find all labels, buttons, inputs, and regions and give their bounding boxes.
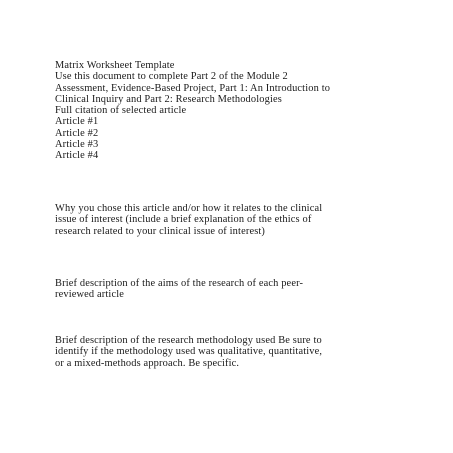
methodology-text-line: or a mixed-methods approach. Be specific. [55, 357, 240, 369]
methodology-text-line: identify if the methodology used was qualitative, quantitative, [55, 346, 323, 358]
article-4-label: Article #4 [55, 150, 99, 162]
article-3-label: Article #3 [55, 139, 99, 151]
research-aims-text-line: reviewed article [55, 289, 125, 301]
article-2-label: Article #2 [55, 127, 99, 139]
why-chosen-text-line: issue of interest (include a brief explanation of the ethics of [55, 214, 312, 226]
why-chosen-section [55, 203, 405, 237]
research-aims-text-line: Brief description of the aims of the research of each peer- [55, 278, 304, 289]
methodology-text-line: Brief description of the research methodology used Be sure to [55, 335, 322, 346]
why-chosen-text-line: research related to your clinical issue of interest) [55, 225, 266, 237]
instructions-line: Clinical Inquiry and Part 2: Research Methodologies [55, 93, 282, 105]
article-1-label: Article #1 [55, 116, 99, 128]
citation-heading: Full citation of selected article [55, 105, 187, 117]
worksheet-title: Matrix Worksheet Template [55, 60, 175, 71]
worksheet-header-section [55, 60, 405, 162]
instructions-line: Use this document to complete Part 2 of the Module 2 [55, 71, 288, 83]
instructions-line: Assessment, Evidence-Based Project, Part 1: An Introduction to [55, 82, 331, 94]
why-chosen-text-line: Why you chose this article and/or how it relates to the clinical [55, 203, 323, 214]
research-aims-section [55, 278, 405, 301]
methodology-section [55, 335, 405, 369]
